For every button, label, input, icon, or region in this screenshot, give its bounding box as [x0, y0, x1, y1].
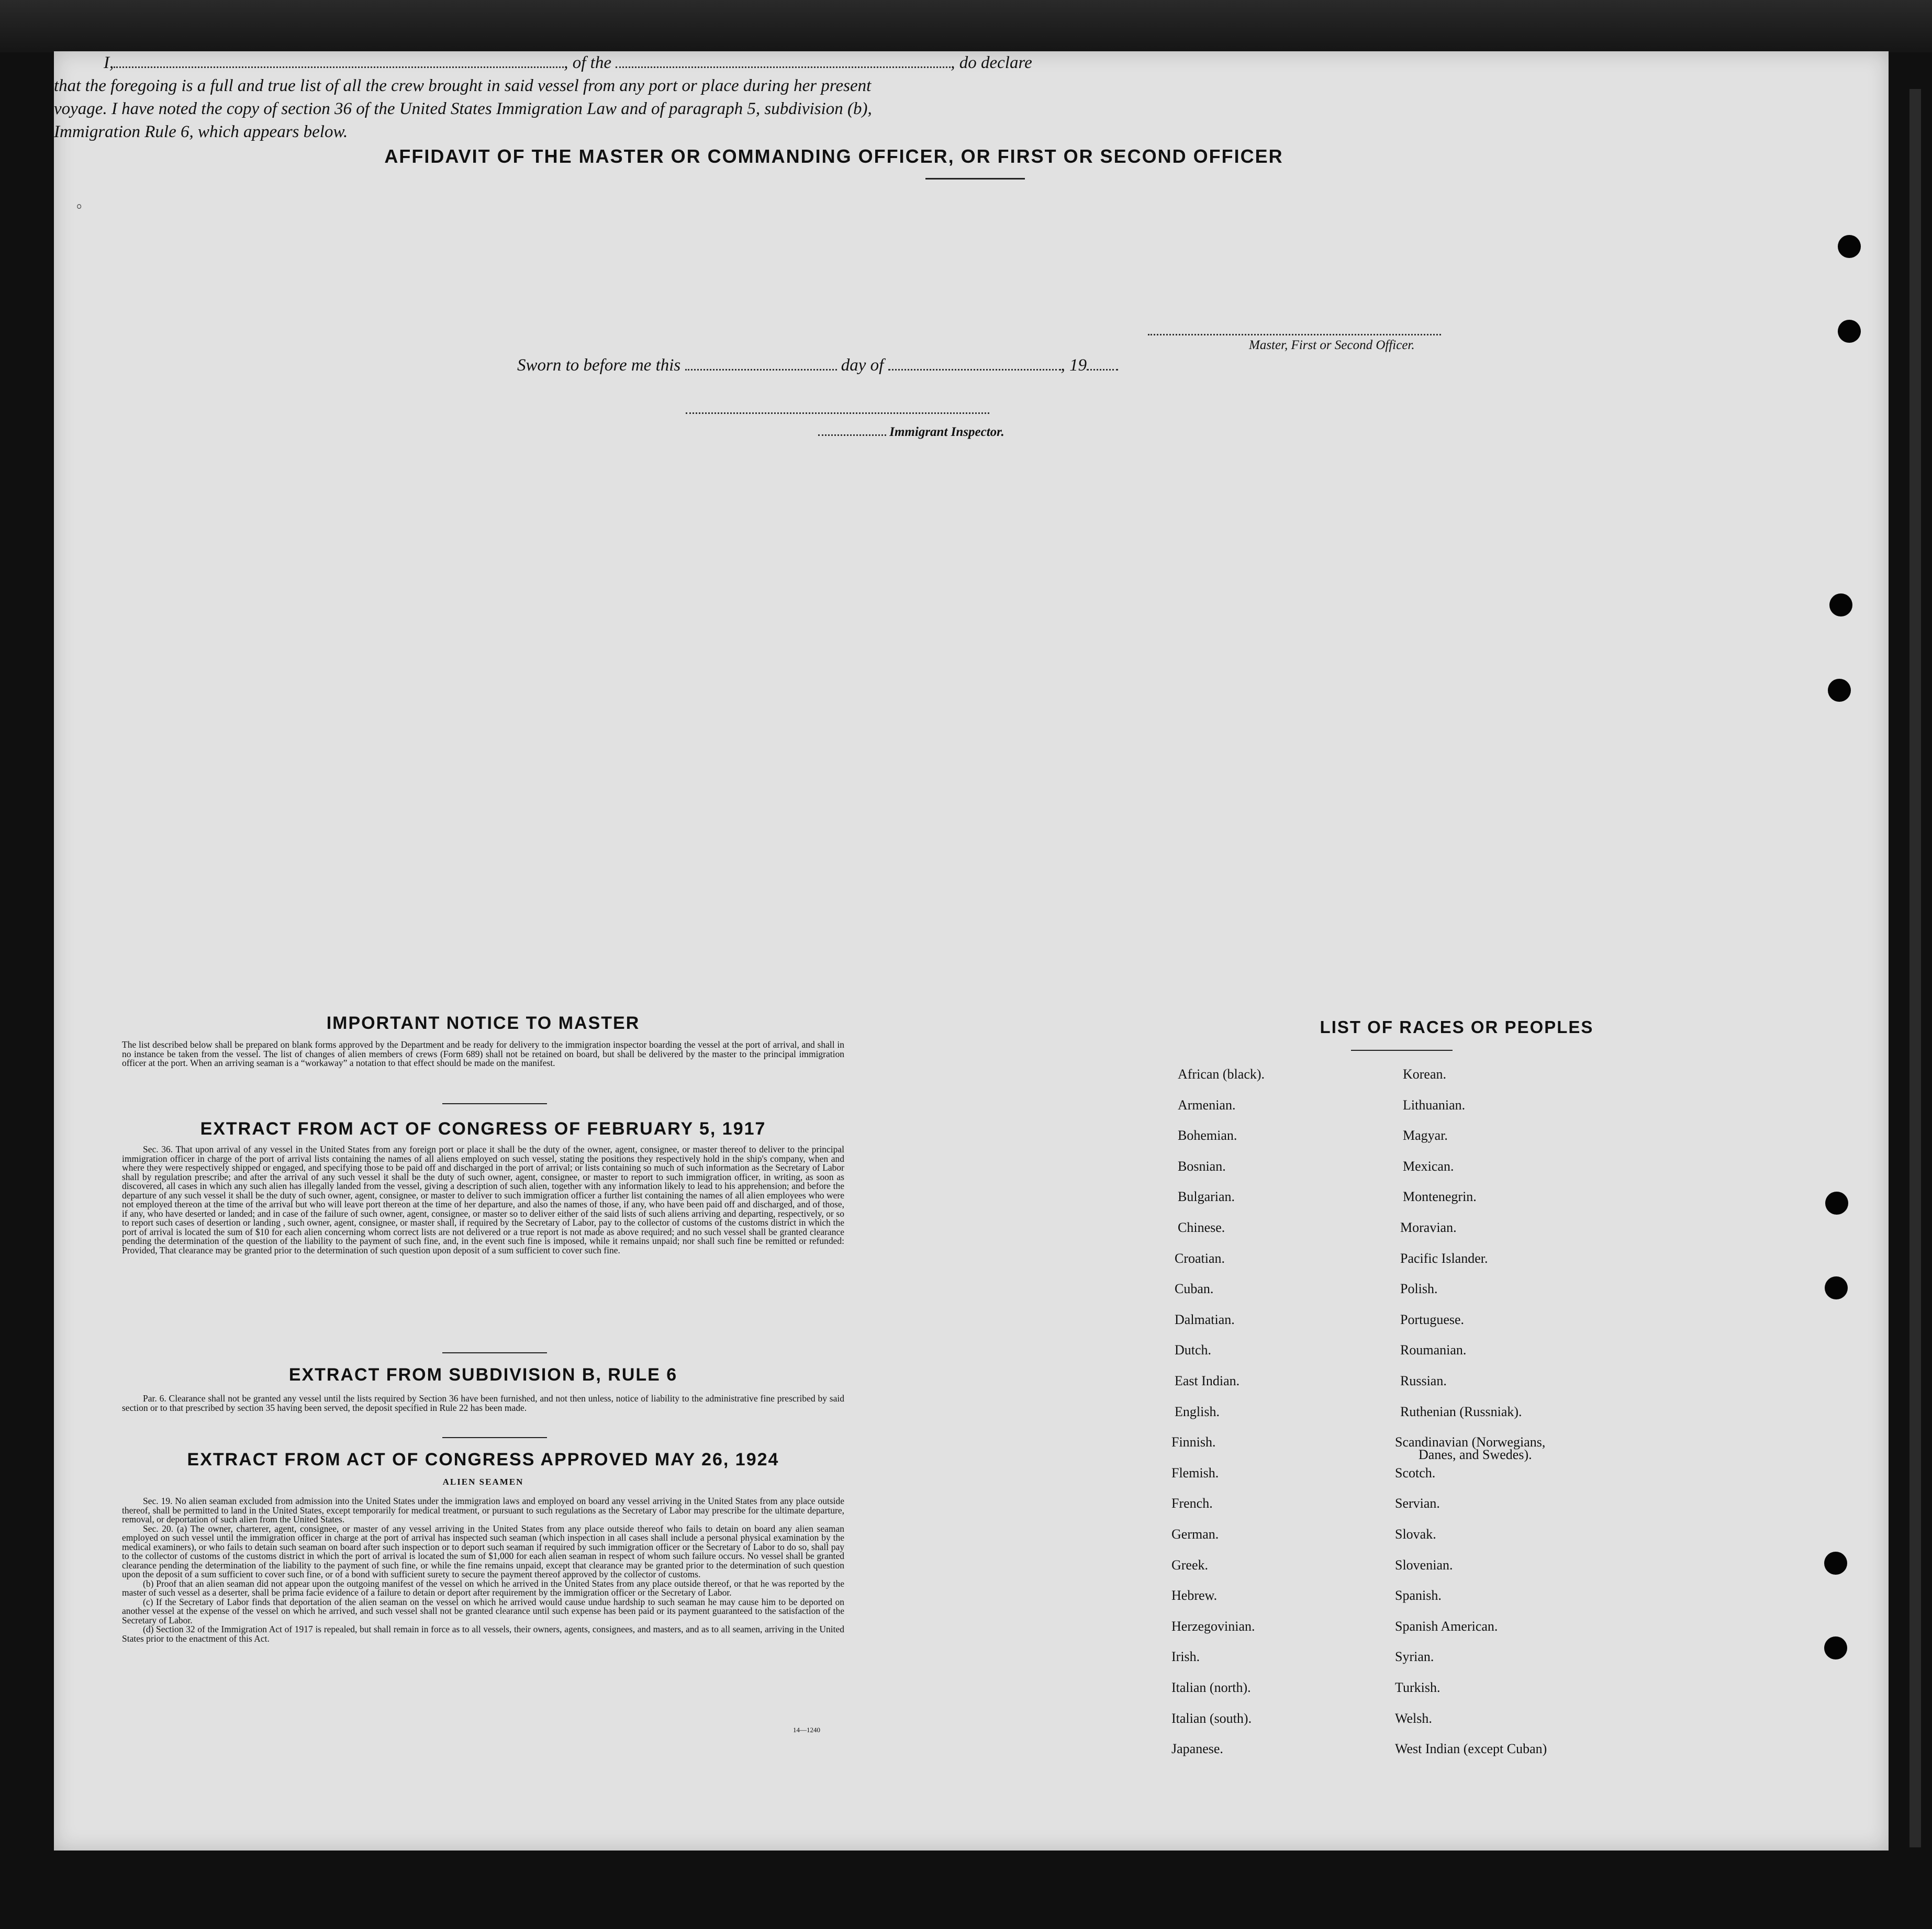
binder-hole [1838, 235, 1861, 258]
affidavit-declare-label: , do declare [951, 53, 1032, 72]
year-label: , 19 [1060, 356, 1087, 375]
race-item: Lithuanian. [1403, 1097, 1466, 1113]
extract-rule6-rule [442, 1437, 547, 1438]
inspector-caption: Immigrant Inspector. [889, 425, 1004, 439]
race-item: Slovak. [1395, 1527, 1436, 1542]
inspector-caption-line [818, 425, 1004, 440]
race-item: West Indian (except Cuban) [1395, 1741, 1547, 1757]
sec19-paragraph: Sec. 19. No alien seaman excluded from admission into the United States under the immigration laws and employed on board any vessel arriving in the United States from any place outside thereof, shall be permitted to land in the United States, except temporarily for medical treatment, or pursuant to such regulations as the Secretary of Labor may prescribe for the ultimate departure, removal, or deportation of such alien from the United States. [122, 1496, 844, 1524]
affidavit-title-rule [925, 178, 1025, 180]
race-item: Dutch. [1175, 1342, 1212, 1358]
race-item: Servian. [1395, 1496, 1440, 1511]
race-item: Portuguese. [1400, 1311, 1465, 1327]
race-item: German. [1171, 1527, 1219, 1542]
race-item: Chinese. [1178, 1220, 1225, 1235]
race-item: Roumanian. [1400, 1342, 1467, 1358]
affidavit-line-1 [54, 51, 1075, 74]
race-item-continuation: Danes, and Swedes). [1419, 1447, 1532, 1463]
race-item: Italian (south). [1171, 1710, 1252, 1726]
race-item: Scotch. [1395, 1465, 1436, 1481]
extract-1924-title: EXTRACT FROM ACT OF CONGRESS APPROVED MAY 26, 1924 [187, 1450, 779, 1470]
race-item: Montenegrin. [1403, 1189, 1477, 1205]
name-blank[interactable] [114, 61, 564, 68]
scan-top-edge [0, 0, 1932, 52]
race-item: Polish. [1400, 1281, 1438, 1297]
race-item: African (black). [1178, 1067, 1265, 1082]
alien-seamen-subtitle: ALIEN SEAMEN [442, 1477, 524, 1487]
race-item: Flemish. [1171, 1465, 1219, 1481]
sec20c-paragraph: (c) If the Secretary of Labor finds that deportation of the alien seaman on the vessel on which he arrived would cause undue hardship to such seaman he may cause him to be deported on another vessel at the expense of the vessel on which he arrived, and such vessel shall not be granted clearance until such expense has been paid or its payment guaranteed to the satisfaction of the Secretary of Labor. [122, 1596, 844, 1625]
race-item: Welsh. [1395, 1710, 1432, 1726]
race-item: Croatian. [1175, 1250, 1225, 1266]
race-item: Mexican. [1403, 1158, 1454, 1174]
sworn-line [517, 356, 1118, 375]
race-item: Pacific Islander. [1400, 1250, 1488, 1266]
extract-rule6-body: Par. 6. Clearance shall not be granted any vessel until the lists required by Section 36 have been furnished, and not then unless, notice of liability to the administrative fine prescribed by said section or to that prescribed by section 35 having been served, the deposit specified in Rule 22 has been made. [122, 1393, 844, 1413]
race-item: Moravian. [1400, 1220, 1457, 1235]
document-page [54, 51, 1889, 1851]
race-item: Dalmatian. [1175, 1311, 1235, 1327]
extract-1917-rule [442, 1352, 547, 1353]
race-item: Bohemian. [1178, 1128, 1237, 1143]
binder-hole [1838, 320, 1861, 343]
affidavit-body [54, 51, 1075, 143]
binder-hole [1824, 1636, 1847, 1659]
races-title-rule [1351, 1050, 1453, 1051]
master-signature-line[interactable] [1148, 334, 1441, 335]
race-item: French. [1171, 1496, 1213, 1511]
affidavit-of-the-label: , of the [564, 53, 611, 72]
binder-hole [1828, 679, 1851, 702]
race-item: English. [1175, 1404, 1220, 1419]
sec20d-paragraph: (d) Section 32 of the Immigration Act of 1917 is repealed, but shall remain in force as to all vessels, their owners, agents, consignees, and masters, and as to all seamen, arriving in the United States prior to the enactment of this Act. [122, 1624, 844, 1644]
extract-1917-title: EXTRACT FROM ACT OF CONGRESS OF FEBRUARY 5, 1917 [200, 1119, 766, 1139]
inspector-name-blank[interactable] [818, 429, 886, 436]
race-item: Irish. [1171, 1649, 1200, 1665]
race-item: Turkish. [1395, 1680, 1440, 1695]
notice-rule [442, 1103, 547, 1104]
race-item: Bulgarian. [1178, 1189, 1235, 1205]
race-item: Magyar. [1403, 1128, 1448, 1143]
race-item: Slovenian. [1395, 1557, 1453, 1573]
sworn-day-blank[interactable] [685, 364, 837, 371]
race-item: Armenian. [1178, 1097, 1236, 1113]
race-item: Bosnian. [1178, 1158, 1226, 1174]
vessel-blank[interactable] [616, 61, 951, 68]
race-item: Scandinavian (Norwegians, [1395, 1434, 1546, 1450]
sworn-month-blank[interactable] [888, 364, 1061, 371]
notice-title: IMPORTANT NOTICE TO MASTER [326, 1013, 640, 1033]
extract-rule6-title: EXTRACT FROM SUBDIVISION B, RULE 6 [288, 1365, 678, 1385]
race-item: East Indian. [1175, 1373, 1240, 1388]
sec20a-paragraph: Sec. 20. (a) The owner, charterer, agent, consignee, or master of any vessel arriving in the United States from any place outside thereof who fails to detain on board any alien seaman employed on such vessel until the immigration officer in charge at the port of arrival has inspected such seaman (which inspection in all cases shall include a personal physical examination by the medical examiners), or who fails to detain such seaman on board after such inspection or to deport such seaman if required by such immigration officer or the Secretary of Labor to do so, shall pay to the collector of customs of the customs district in which the port of arrival is located the sum of $1,000 for each alien seaman in respect of whom such failure occurs. No vessel shall be granted clearance pending the determination of the liability to the payment of such fine, or while the fine remains unpaid, except that clearance may be granted prior to the determination of such question upon the deposit of a sum sufficient to cover such fine, or of a bond with sufficient surety to secure the payment thereof approved by the collector of customs. [122, 1523, 844, 1579]
race-item: Russian. [1400, 1373, 1447, 1388]
extract-1917-body: Sec. 36. That upon arrival of any vessel in the United States from any foreign port or place it shall be the duty of the owner, agent, consignee, or master thereof to deliver to the principal immigration officer in charge of the port of arrival lists containing the names of all aliens employed on such vessel, stating the positions they respectively hold in the ship's company, when and where they were respectively shipped or engaged, and specifying those to be paid off and discharged in the port of arrival; or lists containing so much of such information as the Secretary of Labor shall by regulation prescribe; and after the arrival of any such vessel it shall be the duty of such owner, agent, consignee, or master to report to such immigration officer, in writing, as soon as discovered, all cases in which any such alien has illegally landed from the vessel, giving a description of such alien, together with any information likely to lead to his apprehension; and before the departure of any such vessel it shall be the duty of such owner, agent, consignee, or master to deliver to such immigration officer a further list containing the names of all alien employees who were not employed thereon at the time of the arrival but who will leave port thereon at the time of her departure, and also the names of those, if any, who have been paid off and discharged, and of those, if any, who have deserted or landed; and in case of the failure of such owner, agent, consignee, or master so to deliver either of the said lists of such aliens arriving and departing, respectively, or so to report such cases of desertion or landing , such owner, agent, consignee, or master shall, if required by the Secretary of Labor, pay to the collector of customs of the customs district in which the port of arrival is located the sum of $10 for each alien concerning whom correct lists are not delivered or a true report is not made as above required; and no such vessel shall be granted clearance pending the determination of the question of the liability to the payment of such fine, and, in the event such fine is imposed, while it remains unpaid; nor shall such fine be remitted or refunded: Provided, That clearance may be granted prior to the determination of such question upon deposit of a sum sufficient to cover such fine. [122, 1144, 844, 1255]
affidavit-line-4: Immigration Rule 6, which appears below. [54, 122, 348, 141]
page-edge-shadow [1909, 89, 1921, 1847]
race-item: Korean. [1403, 1067, 1447, 1082]
race-item: Greek. [1171, 1557, 1209, 1573]
binder-hole [1825, 1192, 1848, 1215]
master-caption: Master, First or Second Officer. [1249, 338, 1415, 352]
notice-body: The list described below shall be prepared on blank forms approved by the Department and be ready for delivery to the immigration inspector boarding the vessel at the port of arrival, and shall in no instance be taken from the vessel. The list of changes of alien members of crews (Form 689) shall not be retained on board, but shall be delivered by the master to the principal immigration officer at the port. When an arriving seaman is a “workaway” a notation to that effect should be made on the manifest. [122, 1039, 844, 1068]
affidavit-line-3: voyage. I have noted the copy of section 36 of the United States Immigration Law and of paragraph 5, subdivision (b), [54, 99, 872, 118]
race-item: Finnish. [1171, 1434, 1216, 1450]
affidavit-line-2: that the foregoing is a full and true list of all the crew brought in said vessel from any port or place during her present [54, 76, 872, 95]
race-item: Herzegovinian. [1171, 1618, 1255, 1634]
margin-stamp: ﾟ [76, 203, 86, 226]
race-item: Japanese. [1171, 1741, 1223, 1757]
race-item: Spanish. [1395, 1588, 1442, 1603]
affidavit-i-label: I, [104, 53, 114, 72]
binder-hole [1829, 593, 1852, 616]
sworn-label: Sworn to before me this [517, 356, 681, 375]
race-item: Cuban. [1175, 1281, 1214, 1297]
sworn-year-blank[interactable] [1087, 364, 1118, 371]
inspector-signature-line[interactable] [686, 412, 989, 414]
race-item: Spanish American. [1395, 1618, 1498, 1634]
affidavit-title: AFFIDAVIT OF THE MASTER OR COMMANDING OFFICER, OR FIRST OR SECOND OFFICER [384, 145, 1283, 167]
form-number: 14—1240 [793, 1726, 820, 1734]
binder-hole [1824, 1552, 1847, 1575]
race-item: Hebrew. [1171, 1588, 1218, 1603]
race-item: Syrian. [1395, 1649, 1434, 1665]
races-title: LIST OF RACES OR PEOPLES [1320, 1017, 1594, 1037]
day-of-label: day of [841, 356, 884, 375]
extract-1924-body [122, 1497, 844, 1643]
race-item: Ruthenian (Russniak). [1400, 1404, 1522, 1419]
sec20b-paragraph: (b) Proof that an alien seaman did not appear upon the outgoing manifest of the vessel on which he arrived in the United States from any place outside thereof, or that he was reported by the master of such vessel as a deserter, shall be prima facie evidence of a failure to detain or deport after requirement by the immigration officer or the Secretary of Labor. [122, 1578, 844, 1598]
race-item: Italian (north). [1171, 1680, 1251, 1695]
binder-hole [1825, 1276, 1848, 1299]
